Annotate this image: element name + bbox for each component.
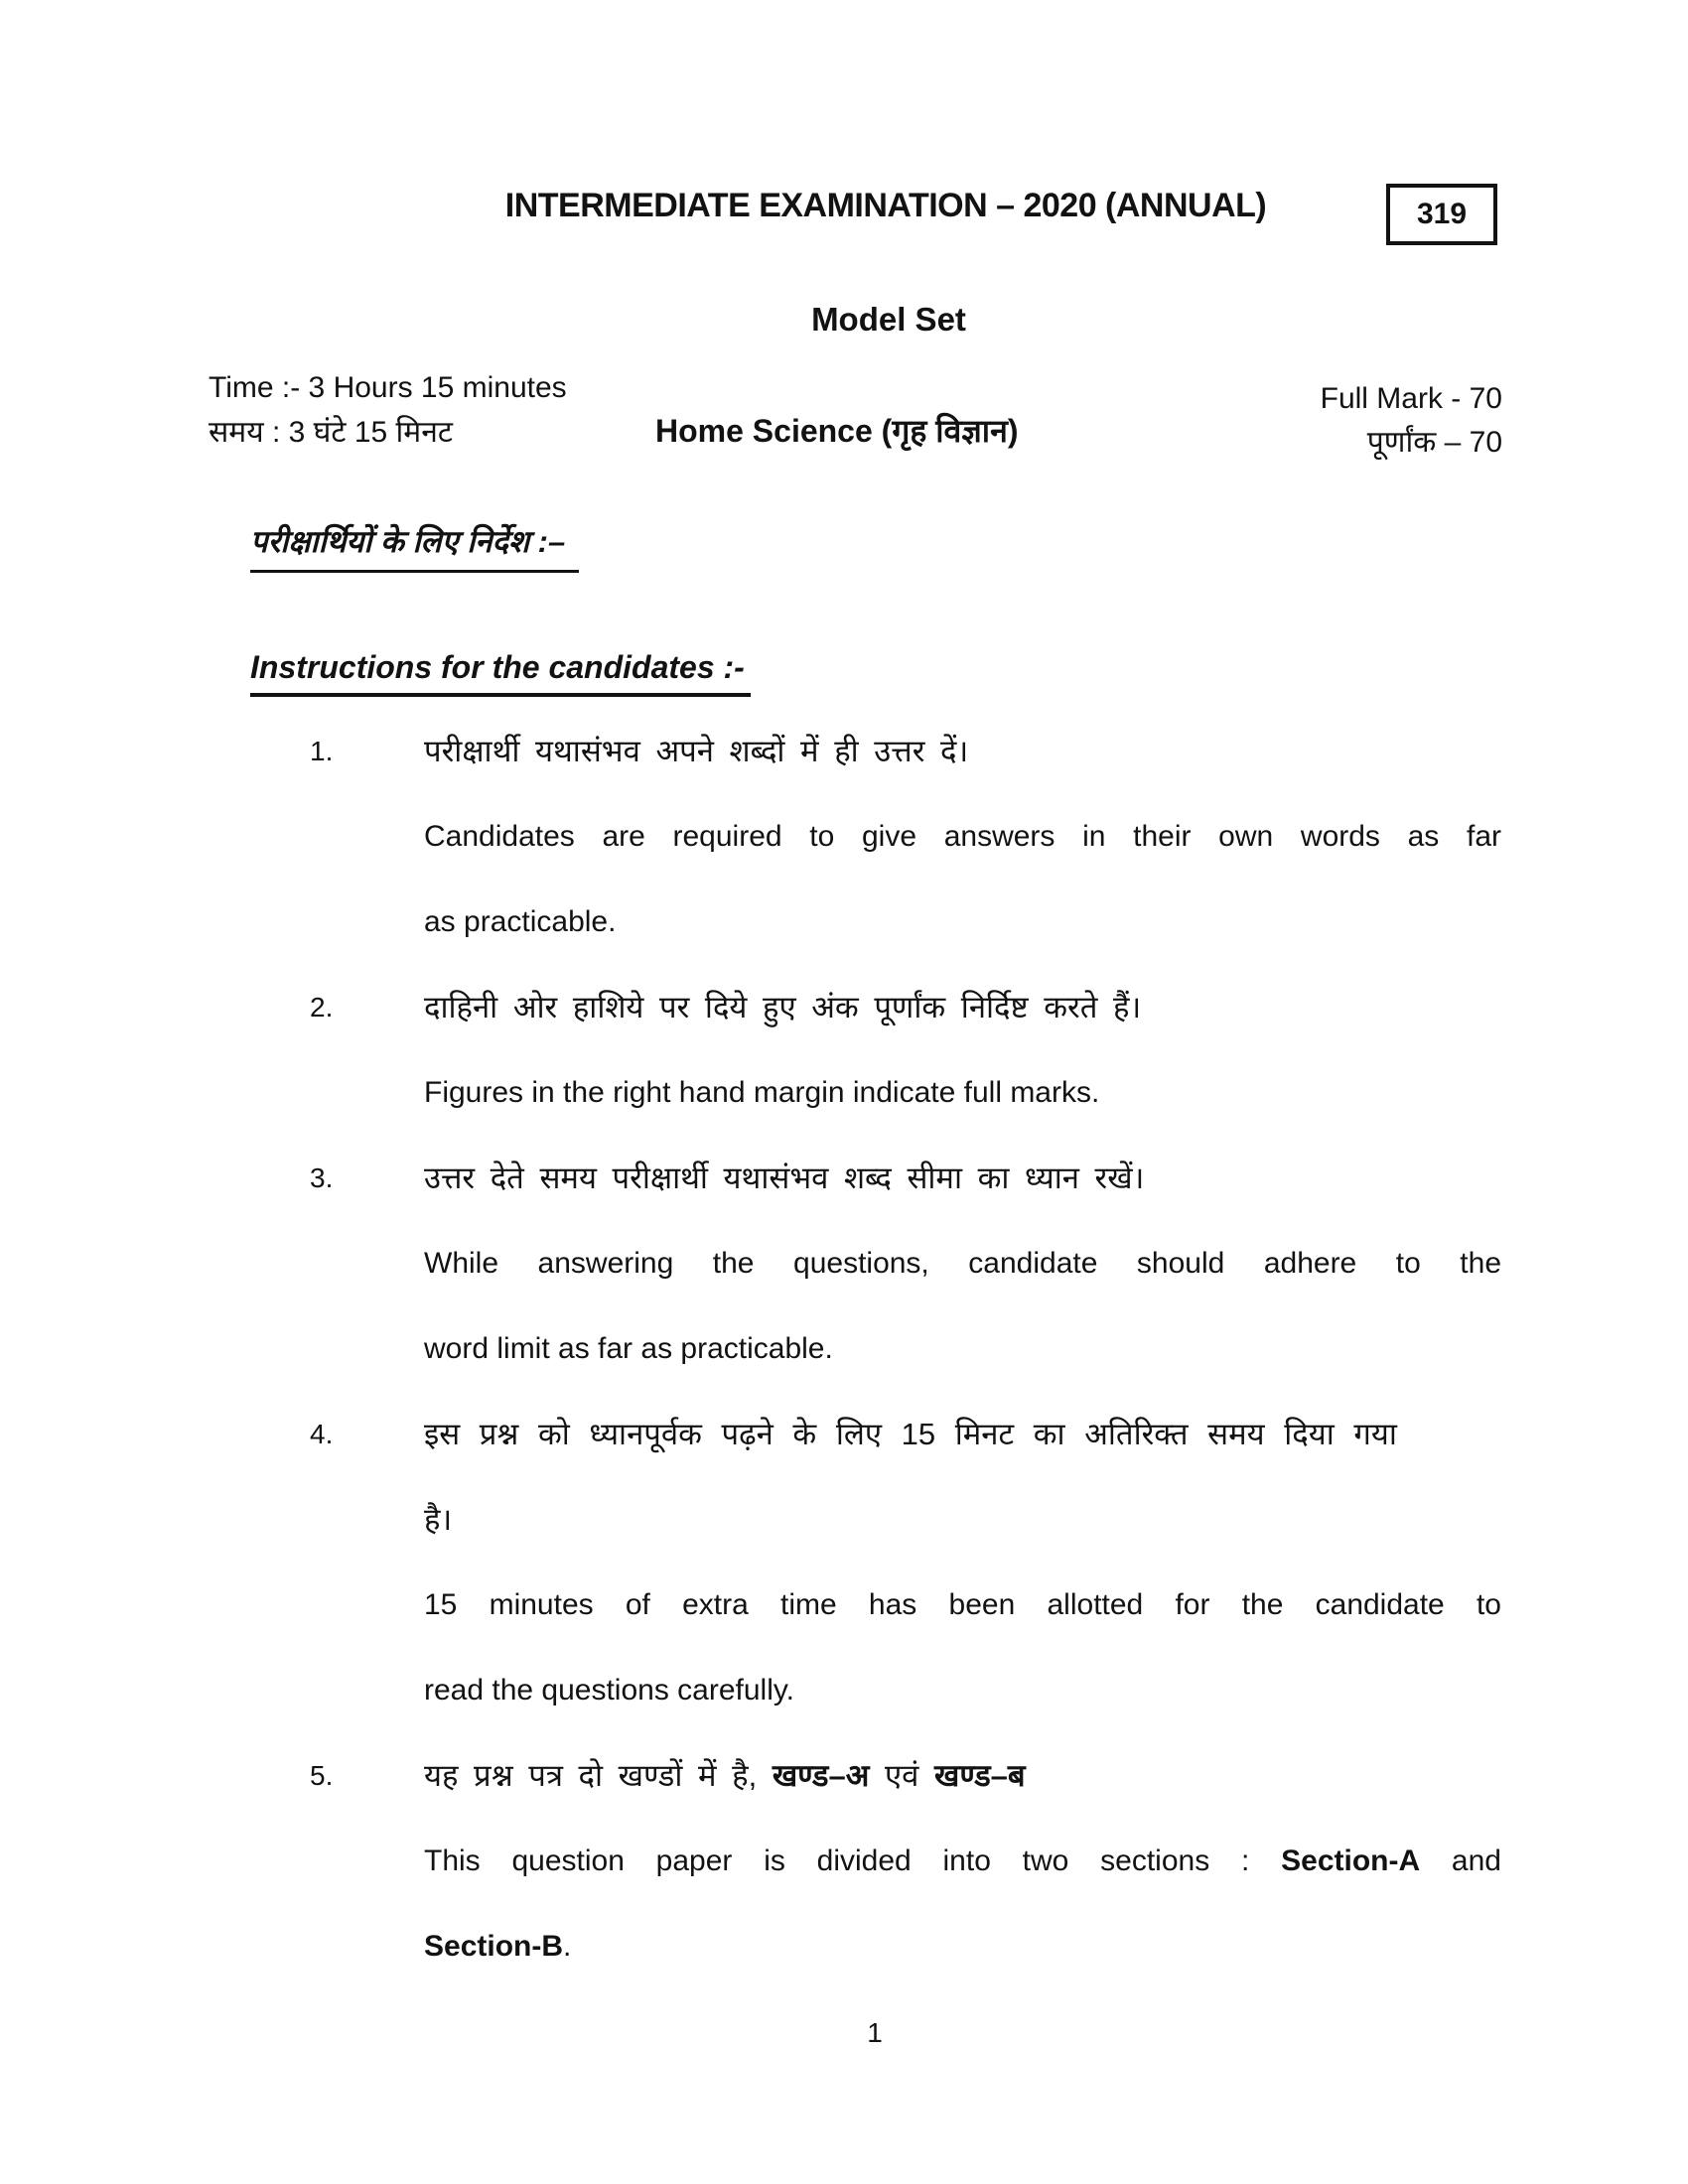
full-marks-block <box>1321 377 1502 465</box>
instructions-heading-hindi: परीक्षार्थियों के लिए निर्देश :– <box>250 522 579 573</box>
instruction-item-3 <box>310 1136 1501 1392</box>
instruction-line-hindi: दाहिनी ओर हाशिये पर दिये हुए अंक पूर्णांक निर्दिष्ट करते हैं। <box>424 990 1142 1024</box>
instruction-item-5 <box>310 1733 1501 1989</box>
time-hindi: समय : 3 घंटे 15 मिनट <box>209 416 454 449</box>
instruction-line-english: word limit as far as practicable. <box>424 1332 833 1365</box>
item-number: 5. <box>310 1760 334 1791</box>
instruction-item-1 <box>310 709 1501 965</box>
instruction-line-english: as practicable. <box>424 905 617 938</box>
instruction-line-hindi: परीक्षार्थी यथासंभव अपने शब्दों में ही उत्तर दें। <box>424 734 969 768</box>
full-marks-hindi: पूर्णांक – 70 <box>1366 426 1502 459</box>
item-number: 2. <box>310 992 334 1023</box>
instruction-line-english: 15 minutes of extra time has been allotted for the candidate to <box>424 1588 1501 1621</box>
model-set-label: Model Set <box>811 301 966 338</box>
instruction-line-hindi: इस प्रश्न को ध्यानपूर्वक पढ़ने के लिए 15 मिनट का अतिरिक्त समय दिया गया <box>424 1417 1397 1451</box>
paper-code: 319 <box>1416 198 1468 230</box>
instruction-line-hindi: है। <box>424 1502 453 1537</box>
page-title: INTERMEDIATE EXAMINATION – 2020 (ANNUAL) <box>504 187 1267 224</box>
instruction-line-hindi: उत्तर देते समय परीक्षार्थी यथासंभव शब्द सीमा का ध्यान रखें। <box>424 1160 1145 1195</box>
page-number: 1 <box>867 2017 883 2048</box>
item-number: 4. <box>310 1419 334 1449</box>
paper-code-box <box>1386 184 1497 245</box>
instruction-line-english: read the questions carefully. <box>424 1674 794 1706</box>
instruction-item-2 <box>310 965 1501 1136</box>
subject-hindi: (गृह विज्ञान) <box>881 413 1019 449</box>
instruction-line-english: Figures in the right hand margin indicate full marks. <box>424 1076 1100 1109</box>
instruction-line-english: Candidates are required to give answers in their own words as far <box>424 820 1501 853</box>
instruction-line-english: Section-B. <box>424 1930 572 1963</box>
instructions-heading-english: Instructions for the candidates :- <box>250 645 751 697</box>
subject-english: Home Science <box>655 413 873 449</box>
instruction-line-hindi: यह प्रश्न पत्र दो खण्डों में है, खण्ड–अ एवं खण्ड–ब <box>424 1758 1026 1793</box>
instruction-line-english: While answering the questions, candidate should adhere to the <box>424 1247 1501 1280</box>
time-block <box>209 365 567 455</box>
item-number: 1. <box>310 736 334 766</box>
instruction-item-4 <box>310 1392 1501 1733</box>
instructions-list <box>310 709 1501 1989</box>
subject-block <box>655 409 1019 454</box>
full-marks-english: Full Mark - 70 <box>1320 382 1502 415</box>
item-number: 3. <box>310 1162 334 1193</box>
time-english: Time :- 3 Hours 15 minutes <box>209 371 567 404</box>
instruction-line-english: This question paper is divided into two sections : Section-A and <box>424 1844 1501 1877</box>
